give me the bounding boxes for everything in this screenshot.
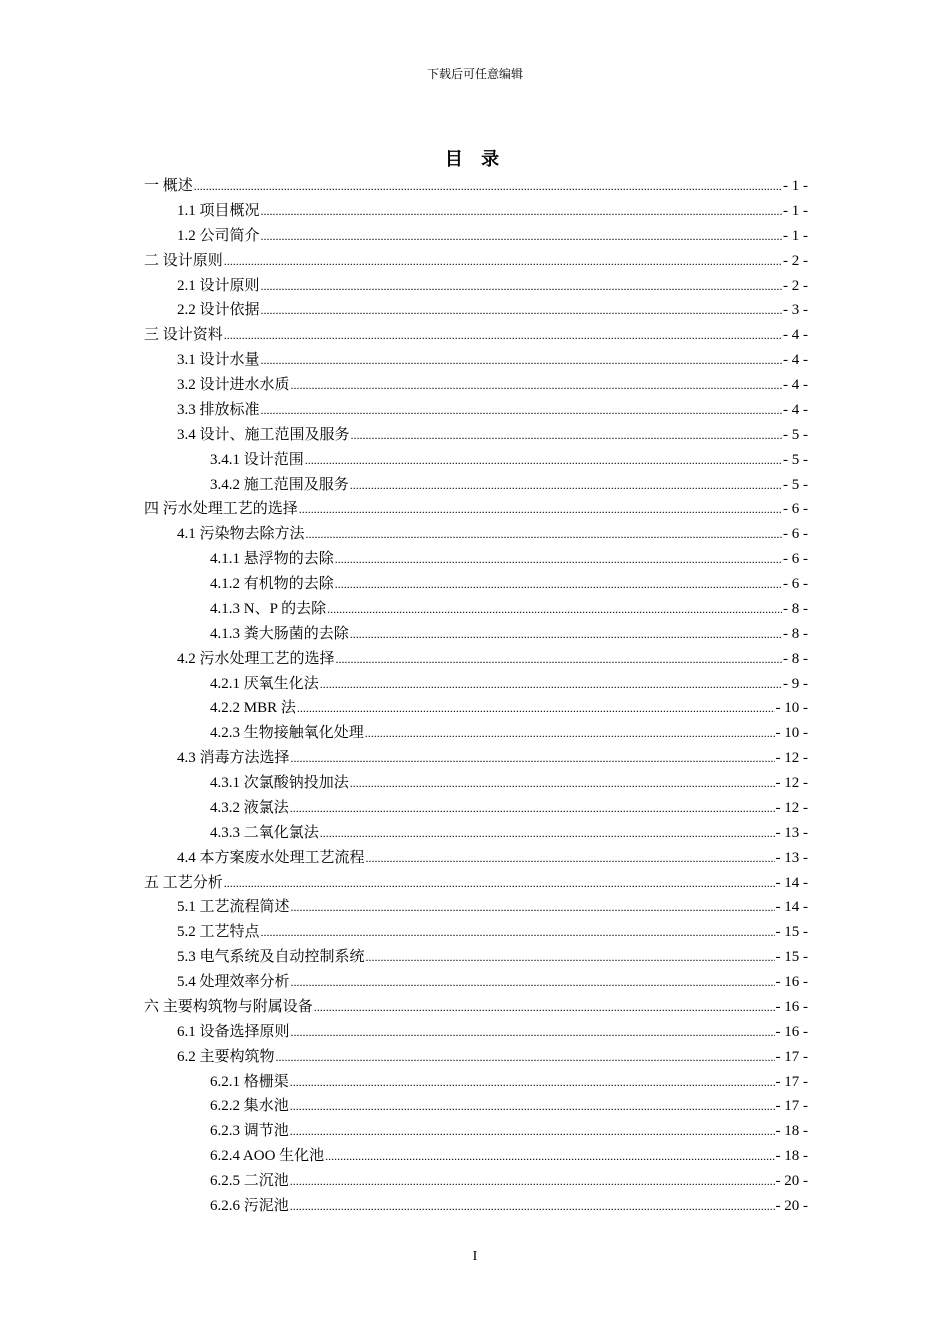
toc-entry[interactable]: [144, 647, 808, 672]
toc-entry[interactable]: [144, 1194, 808, 1219]
toc-entry[interactable]: [144, 871, 808, 896]
toc-entry-page: - 4 -: [783, 327, 808, 344]
toc-entry-page: - 8 -: [783, 600, 808, 617]
toc-entry[interactable]: [144, 771, 808, 796]
toc-dot-leader: [365, 721, 775, 746]
toc-dot-leader: [366, 846, 775, 871]
toc-dot-leader: [194, 174, 782, 199]
toc-dot-leader: [276, 1045, 775, 1070]
toc-entry[interactable]: [144, 1020, 808, 1045]
toc-dot-leader: [290, 796, 775, 821]
toc-entry-page: - 9 -: [783, 675, 808, 692]
page-header: 下载后可任意编辑: [426, 67, 523, 81]
toc-title: 目 录: [444, 149, 506, 170]
toc-entry-page: - 18 -: [775, 1148, 808, 1165]
toc-entry-label: 5.2 工艺特点: [177, 924, 260, 941]
toc-dot-leader: [320, 672, 782, 697]
toc-entry-page: - 10 -: [775, 725, 808, 742]
toc-entry-label: 六 主要构筑物与附属设备: [144, 998, 313, 1015]
toc-entry-page: - 1 -: [783, 202, 808, 219]
toc-entry-page: - 15 -: [775, 924, 808, 941]
toc-entry[interactable]: [144, 1119, 808, 1144]
toc-entry-label: 6.1 设备选择原则: [177, 1023, 290, 1040]
toc-entry-label: 5.3 电气系统及自动控制系统: [177, 949, 365, 966]
toc-dot-leader: [290, 1094, 775, 1119]
toc-entry[interactable]: [144, 398, 808, 423]
toc-entry[interactable]: [144, 895, 808, 920]
toc-dot-leader: [224, 249, 782, 274]
toc-dot-leader: [306, 522, 782, 547]
toc-entry[interactable]: [144, 224, 808, 249]
toc-dot-leader: [261, 274, 782, 299]
toc-dot-leader: [350, 473, 782, 498]
toc-dot-leader: [291, 373, 782, 398]
toc-entry[interactable]: [144, 199, 808, 224]
toc-entry[interactable]: [144, 945, 808, 970]
toc-entry-page: - 16 -: [775, 998, 808, 1015]
toc-entry-page: - 16 -: [775, 1023, 808, 1040]
toc-dot-leader: [366, 945, 775, 970]
toc-entry[interactable]: [144, 995, 808, 1020]
toc-entry-label: 1.2 公司简介: [177, 227, 260, 244]
toc-entry-label: 5.1 工艺流程简述: [177, 899, 290, 916]
toc-dot-leader: [290, 1194, 775, 1219]
toc-entry-page: - 15 -: [775, 949, 808, 966]
toc-dot-leader: [325, 1144, 774, 1169]
toc-dot-leader: [290, 1119, 775, 1144]
toc-dot-leader: [261, 920, 775, 945]
toc-dot-leader: [291, 1020, 775, 1045]
toc-entry-page: - 12 -: [775, 799, 808, 816]
toc-dot-leader: [320, 821, 775, 846]
toc-entry[interactable]: [144, 174, 808, 199]
toc-dot-leader: [299, 497, 782, 522]
toc-entry-page: - 3 -: [783, 302, 808, 319]
toc-entry-label: 6.2.5 二沉池: [210, 1173, 289, 1189]
toc-dot-leader: [290, 1169, 775, 1194]
toc-entry-page: - 6 -: [783, 551, 808, 568]
toc-entry-label: 四 污水处理工艺的选择: [144, 501, 298, 518]
toc-entry[interactable]: [144, 597, 808, 622]
toc-entry-page: - 17 -: [775, 1073, 808, 1090]
toc-entry-page: - 8 -: [783, 625, 808, 642]
toc-entry-label: 五 工艺分析: [144, 874, 223, 891]
toc-entry[interactable]: [144, 672, 808, 697]
toc-entry-page: - 17 -: [775, 1048, 808, 1065]
toc-entry-label: 4.1.3 粪大肠菌的去除: [210, 625, 349, 642]
toc-entry-label: 3.2 设计进水水质: [177, 377, 290, 393]
toc-dot-leader: [327, 597, 782, 622]
toc-dot-leader: [350, 622, 782, 647]
toc-entry[interactable]: [144, 249, 808, 274]
toc-entry-label: 6.2.1 格栅渠: [210, 1073, 289, 1090]
toc-entry-page: - 5 -: [783, 451, 808, 468]
toc-entry[interactable]: [144, 1169, 808, 1194]
toc-entry-label: 4.2.3 生物接触氧化处理: [210, 725, 364, 742]
toc-entry-label: 5.4 处理效率分析: [177, 974, 290, 990]
toc-entry[interactable]: [144, 846, 808, 871]
toc-entry-page: - 2 -: [783, 252, 808, 269]
toc-entry-label: 3.4.1 设计范围: [210, 451, 304, 468]
toc-entry-page: - 4 -: [783, 352, 808, 369]
toc-entry-page: - 4 -: [783, 377, 808, 393]
toc-entry-label: 2.1 设计原则: [177, 277, 260, 294]
toc-entry-label: 4.3.3 二氧化氯法: [210, 824, 319, 841]
toc-dot-leader: [224, 323, 782, 348]
toc-entry-label: 4.1 污染物去除方法: [177, 526, 305, 543]
toc-entry-page: - 1 -: [783, 178, 808, 194]
toc-entry-label: 6.2.6 污泥池: [210, 1197, 289, 1214]
toc-entry[interactable]: [144, 696, 808, 721]
toc-entry[interactable]: [144, 920, 808, 945]
toc-entry[interactable]: [144, 1094, 808, 1119]
toc-entry-page: - 8 -: [783, 650, 808, 667]
toc-entry-label: 4.3.2 液氯法: [210, 799, 289, 816]
toc-entry-page: - 6 -: [783, 576, 808, 592]
toc-entry[interactable]: [144, 1070, 808, 1095]
toc-entry-label: 4.4 本方案废水处理工艺流程: [177, 849, 365, 866]
toc-dot-leader: [351, 423, 782, 448]
toc-entry[interactable]: [144, 970, 808, 995]
toc-dot-leader: [291, 970, 775, 995]
toc-entry[interactable]: [144, 796, 808, 821]
toc-dot-leader: [335, 572, 782, 597]
toc-entry-label: 3.4 设计、施工范围及服务: [177, 426, 350, 443]
toc-entry[interactable]: [144, 746, 808, 771]
toc-entry[interactable]: [144, 323, 808, 348]
toc-entry-label: 4.3.1 次氯酸钠投加法: [210, 775, 349, 791]
toc-entry-page: - 12 -: [775, 750, 808, 767]
toc-entry-page: - 14 -: [775, 899, 808, 916]
toc-entry-label: 3.3 排放标准: [177, 401, 260, 418]
toc-entry-page: - 5 -: [783, 426, 808, 443]
toc-entry-label: 4.1.3 N、P 的去除: [210, 600, 327, 617]
toc-entry[interactable]: [144, 821, 808, 846]
toc-entry-page: - 4 -: [783, 401, 808, 418]
toc-entry[interactable]: [144, 1045, 808, 1070]
toc-entry-label: 三 设计资料: [144, 327, 223, 344]
toc-dot-leader: [224, 871, 775, 896]
toc-dot-leader: [291, 746, 775, 771]
toc-entry[interactable]: [144, 298, 808, 323]
toc-entry-page: - 6 -: [783, 501, 808, 518]
toc-entry-page: - 13 -: [775, 849, 808, 866]
toc-entry[interactable]: [144, 522, 808, 547]
toc-entry-page: - 17 -: [775, 1098, 808, 1115]
toc-dot-leader: [305, 448, 782, 473]
toc-entry-label: 一 概述: [144, 178, 193, 194]
toc-entry[interactable]: [144, 1144, 808, 1169]
toc-entry-label: 3.1 设计水量: [177, 352, 260, 369]
toc-dot-leader: [261, 348, 782, 373]
toc-entry-page: - 10 -: [775, 700, 808, 717]
toc-dot-leader: [261, 224, 782, 249]
toc-entry-page: - 20 -: [775, 1197, 808, 1214]
toc-entry[interactable]: [144, 572, 808, 597]
toc-entry-page: - 12 -: [775, 775, 808, 791]
toc-entry[interactable]: [144, 497, 808, 522]
toc-entry-label: 4.2.1 厌氧生化法: [210, 675, 319, 692]
toc-dot-leader: [297, 696, 775, 721]
toc-entry-label: 6.2.4 AOO 生化池: [210, 1148, 325, 1165]
toc-entry-label: 4.2.2 MBR 法: [210, 700, 296, 717]
toc-dot-leader: [335, 547, 782, 572]
toc-dot-leader: [336, 647, 782, 672]
toc-entry-page: - 2 -: [783, 277, 808, 294]
toc-dot-leader: [290, 1070, 775, 1095]
toc-entry-label: 4.3 消毒方法选择: [177, 750, 290, 767]
toc-dot-leader: [261, 199, 782, 224]
toc-entry-page: - 20 -: [775, 1173, 808, 1189]
toc-entry-label: 二 设计原则: [144, 252, 223, 269]
toc-dot-leader: [291, 895, 775, 920]
toc-entry[interactable]: [144, 473, 808, 498]
toc-entry-label: 4.2 污水处理工艺的选择: [177, 650, 335, 667]
toc-dot-leader: [261, 298, 782, 323]
toc-entry-label: 1.1 项目概况: [177, 202, 260, 219]
toc-entry-label: 6.2.3 调节池: [210, 1123, 289, 1140]
toc-entry-page: - 6 -: [783, 526, 808, 543]
toc-entry-page: - 16 -: [775, 974, 808, 990]
table-of-contents: [144, 174, 808, 1219]
toc-entry-page: - 14 -: [775, 874, 808, 891]
toc-entry-page: - 18 -: [775, 1123, 808, 1140]
toc-entry-page: - 1 -: [783, 227, 808, 244]
toc-entry[interactable]: [144, 622, 808, 647]
toc-entry-page: - 13 -: [775, 824, 808, 841]
toc-dot-leader: [261, 398, 782, 423]
toc-entry[interactable]: [144, 373, 808, 398]
toc-entry-label: 6.2 主要构筑物: [177, 1048, 275, 1065]
toc-entry[interactable]: [144, 348, 808, 373]
toc-entry-label: 4.1.1 悬浮物的去除: [210, 551, 334, 568]
toc-entry-label: 3.4.2 施工范围及服务: [210, 476, 349, 493]
toc-entry-label: 2.2 设计依据: [177, 302, 260, 319]
toc-entry[interactable]: [144, 547, 808, 572]
toc-dot-leader: [314, 995, 775, 1020]
toc-entry[interactable]: [144, 274, 808, 299]
toc-entry[interactable]: [144, 423, 808, 448]
toc-entry-label: 4.1.2 有机物的去除: [210, 576, 334, 592]
toc-entry[interactable]: [144, 448, 808, 473]
toc-dot-leader: [350, 771, 775, 796]
toc-entry[interactable]: [144, 721, 808, 746]
toc-entry-page: - 5 -: [783, 476, 808, 493]
toc-entry-label: 6.2.2 集水池: [210, 1098, 289, 1115]
page-number: I: [472, 1249, 478, 1264]
